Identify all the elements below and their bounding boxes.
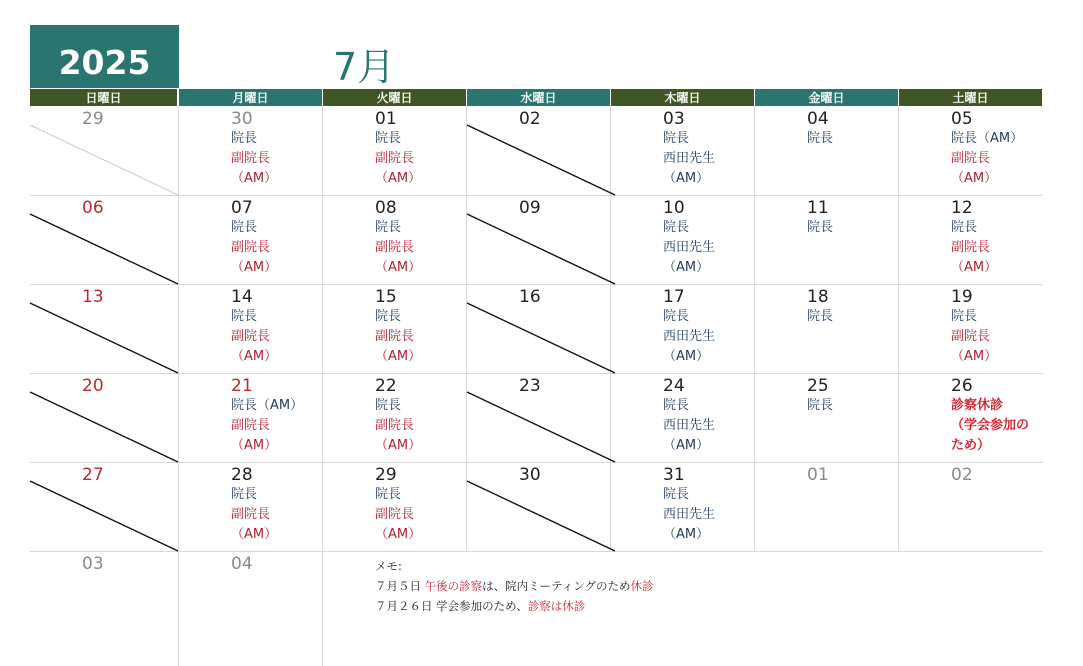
day-cell[interactable]: [323, 463, 466, 551]
day-cell[interactable]: [179, 107, 322, 195]
closed-day-slash: [30, 285, 178, 373]
closed-day-slash: [467, 463, 615, 551]
grid-line: [322, 552, 323, 666]
schedule-entry: （AM）: [663, 260, 710, 275]
schedule-entry: （AM）: [663, 527, 710, 542]
day-cell[interactable]: [755, 196, 898, 284]
day-number: 25: [807, 376, 829, 396]
day-schedule: [951, 396, 1029, 456]
day-number: 08: [375, 198, 397, 218]
weekday-header: 月曜日: [179, 89, 322, 106]
day-cell[interactable]: [755, 107, 898, 195]
day-cell[interactable]: [30, 285, 173, 373]
day-schedule: [231, 218, 277, 278]
weekday-header: 木曜日: [611, 89, 754, 106]
schedule-entry: 院長: [231, 131, 258, 146]
day-cell[interactable]: [30, 463, 173, 551]
schedule-entry: 診察休診: [951, 398, 1004, 413]
slash-line: [30, 125, 178, 195]
day-cell[interactable]: [179, 374, 322, 462]
schedule-entry: （AM）: [951, 171, 998, 186]
schedule-entry: 院長: [807, 220, 834, 235]
memo-line-1-closed: 休診: [630, 579, 654, 593]
schedule-entry: （AM）: [231, 260, 278, 275]
schedule-entry: 院長: [663, 398, 690, 413]
schedule-entry: （AM）: [951, 260, 998, 275]
weekday-header: 火曜日: [323, 89, 466, 106]
schedule-entry: 西田先生: [663, 151, 716, 166]
slash-line: [467, 392, 615, 462]
schedule-entry: 院長: [663, 220, 690, 235]
day-cell[interactable]: [611, 285, 754, 373]
schedule-entry: （学会参加の: [951, 418, 1030, 433]
schedule-entry: 西田先生: [663, 507, 716, 522]
memo-line-2: [375, 596, 654, 616]
day-number: 19: [951, 287, 973, 307]
closed-day-slash: [467, 374, 615, 462]
schedule-entry: 院長（AM）: [951, 131, 1024, 146]
closed-day-slash: [467, 107, 615, 195]
day-number: 09: [519, 198, 541, 218]
day-cell[interactable]: [755, 374, 898, 462]
day-cell[interactable]: [755, 285, 898, 373]
year-label: 2025: [58, 43, 151, 82]
year-banner: [30, 25, 179, 88]
day-number: 28: [231, 465, 253, 485]
day-schedule: [375, 396, 421, 456]
closed-day-slash: [30, 463, 178, 551]
day-number: 10: [663, 198, 685, 218]
memo-line-2-text: ７月２６日 学会参加のため、: [375, 599, 528, 613]
day-cell[interactable]: [323, 285, 466, 373]
day-number: 30: [519, 465, 541, 485]
day-number: 16: [519, 287, 541, 307]
weekday-header: 水曜日: [467, 89, 610, 106]
day-schedule: [231, 307, 277, 367]
day-number: 26: [951, 376, 973, 396]
schedule-entry: 院長: [951, 220, 978, 235]
schedule-entry: （AM）: [951, 349, 998, 364]
day-cell[interactable]: [467, 285, 610, 373]
day-schedule: [807, 396, 833, 416]
schedule-entry: （AM）: [375, 171, 422, 186]
day-cell[interactable]: [467, 196, 610, 284]
schedule-entry: 副院長: [951, 329, 991, 344]
weekday-header: 金曜日: [755, 89, 898, 106]
day-cell[interactable]: [611, 196, 754, 284]
day-number: 21: [231, 376, 253, 396]
memo-line-1: [375, 576, 654, 596]
schedule-entry: 院長: [663, 487, 690, 502]
day-schedule: [951, 218, 997, 278]
closed-day-slash: [467, 285, 615, 373]
schedule-entry: （AM）: [231, 349, 278, 364]
slash-line: [467, 125, 615, 195]
slash-line: [467, 481, 615, 551]
day-number: 03: [82, 554, 104, 574]
slash-line: [30, 481, 178, 551]
day-number: 06: [82, 198, 104, 218]
day-schedule: [375, 307, 421, 367]
day-number: 04: [807, 109, 829, 129]
schedule-entry: 院長: [375, 220, 402, 235]
day-number: 29: [82, 109, 104, 129]
day-cell[interactable]: [467, 374, 610, 462]
day-schedule: [663, 485, 715, 545]
day-number: 22: [375, 376, 397, 396]
day-cell[interactable]: [899, 285, 1042, 373]
schedule-entry: 副院長: [375, 418, 415, 433]
schedule-entry: 西田先生: [663, 240, 716, 255]
day-schedule: [375, 129, 421, 189]
schedule-entry: 院長: [663, 131, 690, 146]
day-cell[interactable]: [30, 552, 173, 640]
schedule-entry: （AM）: [375, 260, 422, 275]
schedule-entry: 副院長: [231, 151, 271, 166]
memo-label: メモ:: [375, 559, 402, 573]
day-number: 29: [375, 465, 397, 485]
day-schedule: [663, 129, 715, 189]
day-schedule: [951, 307, 997, 367]
day-number: 24: [663, 376, 685, 396]
day-number: 23: [519, 376, 541, 396]
schedule-entry: 院長（AM）: [231, 398, 304, 413]
slash-line: [467, 303, 615, 373]
day-cell[interactable]: [611, 107, 754, 195]
schedule-entry: 副院長: [951, 151, 991, 166]
schedule-entry: 副院長: [231, 418, 271, 433]
day-number: 02: [519, 109, 541, 129]
day-cell[interactable]: [467, 107, 610, 195]
schedule-entry: 副院長: [231, 329, 271, 344]
month-title: 7月: [333, 45, 396, 89]
schedule-entry: 西田先生: [663, 418, 716, 433]
closed-day-slash: [30, 374, 178, 462]
day-cell[interactable]: [899, 196, 1042, 284]
day-cell[interactable]: [611, 374, 754, 462]
memo-line-1-text: は、院内ミーティングのため: [482, 579, 631, 593]
schedule-entry: 院長: [807, 309, 834, 324]
day-cell[interactable]: [899, 107, 1042, 195]
day-cell[interactable]: [611, 463, 754, 551]
schedule-entry: 副院長: [951, 240, 991, 255]
day-cell[interactable]: [179, 552, 322, 640]
schedule-entry: 院長: [231, 487, 258, 502]
schedule-entry: 副院長: [231, 507, 271, 522]
closed-day-slash: [30, 107, 178, 195]
day-cell[interactable]: [323, 196, 466, 284]
schedule-entry: （AM）: [375, 527, 422, 542]
day-number: 11: [807, 198, 829, 218]
memo-line-1-date: ７月５日: [375, 579, 425, 593]
day-number: 15: [375, 287, 397, 307]
day-cell[interactable]: [30, 196, 173, 284]
schedule-entry: 院長: [231, 220, 258, 235]
day-cell[interactable]: [179, 196, 322, 284]
schedule-entry: （AM）: [231, 527, 278, 542]
closed-day-slash: [467, 196, 615, 284]
day-number: 03: [663, 109, 685, 129]
day-number: 02: [951, 465, 973, 485]
day-number: 14: [231, 287, 253, 307]
day-schedule: [375, 218, 421, 278]
schedule-entry: （AM）: [663, 438, 710, 453]
schedule-entry: （AM）: [375, 438, 422, 453]
day-schedule: [663, 396, 715, 456]
memo-line-1-highlight: 午後の診察: [424, 579, 483, 593]
day-number: 18: [807, 287, 829, 307]
schedule-entry: 副院長: [375, 151, 415, 166]
day-number: 01: [375, 109, 397, 129]
schedule-entry: 院長: [807, 398, 834, 413]
schedule-entry: （AM）: [231, 171, 278, 186]
schedule-entry: 副院長: [375, 507, 415, 522]
memo-section: [375, 556, 654, 616]
day-schedule: [807, 129, 833, 149]
day-cell[interactable]: [899, 463, 1042, 551]
day-cell[interactable]: [30, 374, 173, 462]
closed-day-slash: [30, 196, 178, 284]
slash-line: [30, 303, 178, 373]
schedule-entry: 副院長: [375, 329, 415, 344]
schedule-entry: 院長: [375, 309, 402, 324]
day-cell[interactable]: [467, 463, 610, 551]
schedule-entry: 院長: [663, 309, 690, 324]
day-cell[interactable]: [755, 463, 898, 551]
day-schedule: [231, 485, 277, 545]
day-number: 27: [82, 465, 104, 485]
day-number: 31: [663, 465, 685, 485]
slash-line: [467, 214, 615, 284]
day-number: 12: [951, 198, 973, 218]
schedule-entry: 院長: [375, 398, 402, 413]
schedule-entry: 院長: [375, 131, 402, 146]
day-schedule: [951, 129, 1023, 189]
day-schedule: [375, 485, 421, 545]
schedule-entry: 副院長: [375, 240, 415, 255]
day-schedule: [807, 218, 833, 238]
day-number: 04: [231, 554, 253, 574]
day-number: 30: [231, 109, 253, 129]
schedule-entry: （AM）: [231, 438, 278, 453]
day-number: 13: [82, 287, 104, 307]
weekday-header: 土曜日: [899, 89, 1042, 106]
schedule-entry: （AM）: [663, 171, 710, 186]
schedule-entry: ため）: [951, 438, 991, 453]
schedule-entry: 西田先生: [663, 329, 716, 344]
day-cell[interactable]: [323, 107, 466, 195]
schedule-entry: 院長: [231, 309, 258, 324]
day-number: 17: [663, 287, 685, 307]
day-number: 05: [951, 109, 973, 129]
weekday-header: 日曜日: [30, 89, 177, 106]
schedule-entry: 院長: [807, 131, 834, 146]
day-schedule: [663, 218, 715, 278]
day-schedule: [663, 307, 715, 367]
day-cell[interactable]: [30, 107, 173, 195]
day-schedule: [807, 307, 833, 327]
day-cell[interactable]: [323, 374, 466, 462]
slash-line: [30, 214, 178, 284]
day-cell[interactable]: [899, 374, 1042, 462]
day-cell[interactable]: [179, 285, 322, 373]
schedule-entry: （AM）: [663, 349, 710, 364]
day-number: 20: [82, 376, 104, 396]
schedule-entry: 院長: [951, 309, 978, 324]
schedule-entry: 院長: [375, 487, 402, 502]
day-schedule: [231, 129, 277, 189]
day-number: 01: [807, 465, 829, 485]
day-cell[interactable]: [179, 463, 322, 551]
memo-line-2-highlight: 診察は休診: [527, 599, 586, 613]
day-schedule: [231, 396, 303, 456]
slash-line: [30, 392, 178, 462]
day-number: 07: [231, 198, 253, 218]
schedule-entry: 副院長: [231, 240, 271, 255]
schedule-entry: （AM）: [375, 349, 422, 364]
